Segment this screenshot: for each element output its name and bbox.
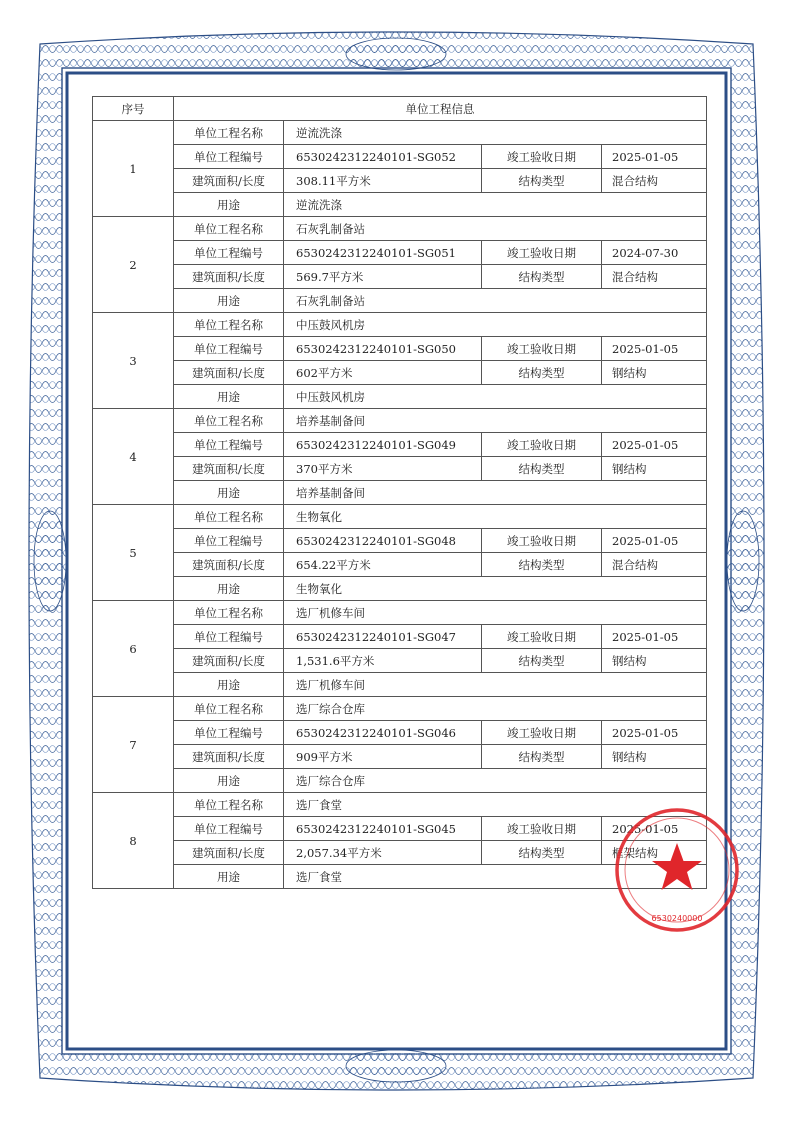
unit-project-table <box>92 96 707 889</box>
table-row <box>93 505 707 529</box>
label-unit-code: 单位工程编号 <box>174 625 284 649</box>
table-row <box>93 553 707 577</box>
label-usage: 用途 <box>174 673 284 697</box>
value-structure-type: 混合结构 <box>602 553 707 577</box>
label-building-area: 建筑面积/长度 <box>174 649 284 673</box>
label-acceptance-date: 竣工验收日期 <box>482 241 602 265</box>
label-unit-code: 单位工程编号 <box>174 817 284 841</box>
label-acceptance-date: 竣工验收日期 <box>482 145 602 169</box>
table-row <box>93 337 707 361</box>
label-unit-name: 单位工程名称 <box>174 793 284 817</box>
value-unit-name: 石灰乳制备站 <box>284 217 707 241</box>
value-unit-name: 生物氧化 <box>284 505 707 529</box>
seal-star-icon <box>652 843 702 890</box>
label-unit-code: 单位工程编号 <box>174 337 284 361</box>
label-structure-type: 结构类型 <box>482 361 602 385</box>
value-unit-code: 6530242312240101-SG047 <box>284 625 482 649</box>
value-usage: 石灰乳制备站 <box>284 289 707 313</box>
header-seq: 序号 <box>93 97 174 121</box>
value-structure-type: 钢结构 <box>602 361 707 385</box>
label-unit-name: 单位工程名称 <box>174 601 284 625</box>
label-structure-type: 结构类型 <box>482 457 602 481</box>
value-usage: 选厂综合仓库 <box>284 769 707 793</box>
table-row <box>93 265 707 289</box>
label-structure-type: 结构类型 <box>482 649 602 673</box>
value-acceptance-date: 2025-01-05 <box>602 817 707 841</box>
label-usage: 用途 <box>174 481 284 505</box>
label-unit-code: 单位工程编号 <box>174 145 284 169</box>
value-building-area: 569.7平方米 <box>284 265 482 289</box>
label-unit-code: 单位工程编号 <box>174 433 284 457</box>
table-row <box>93 361 707 385</box>
table-row <box>93 409 707 433</box>
label-building-area: 建筑面积/长度 <box>174 169 284 193</box>
label-structure-type: 结构类型 <box>482 841 602 865</box>
row-seq: 4 <box>93 409 174 505</box>
label-structure-type: 结构类型 <box>482 169 602 193</box>
label-building-area: 建筑面积/长度 <box>174 361 284 385</box>
label-acceptance-date: 竣工验收日期 <box>482 433 602 457</box>
table-row <box>93 721 707 745</box>
seal-number: 6530240000 <box>651 914 703 923</box>
value-building-area: 2,057.34平方米 <box>284 841 482 865</box>
label-usage: 用途 <box>174 289 284 313</box>
label-building-area: 建筑面积/长度 <box>174 553 284 577</box>
header-unit-info: 单位工程信息 <box>174 97 707 121</box>
table-row <box>93 745 707 769</box>
table-row <box>93 433 707 457</box>
value-acceptance-date: 2025-01-05 <box>602 625 707 649</box>
table-row <box>93 481 707 505</box>
value-usage: 选厂机修车间 <box>284 673 707 697</box>
label-unit-code: 单位工程编号 <box>174 241 284 265</box>
label-acceptance-date: 竣工验收日期 <box>482 817 602 841</box>
label-unit-name: 单位工程名称 <box>174 697 284 721</box>
value-unit-code: 6530242312240101-SG049 <box>284 433 482 457</box>
table-row <box>93 241 707 265</box>
label-unit-name: 单位工程名称 <box>174 505 284 529</box>
value-unit-name: 中压鼓风机房 <box>284 313 707 337</box>
value-usage: 生物氧化 <box>284 577 707 601</box>
table-row <box>93 577 707 601</box>
value-acceptance-date: 2025-01-05 <box>602 433 707 457</box>
value-usage: 中压鼓风机房 <box>284 385 707 409</box>
label-usage: 用途 <box>174 865 284 889</box>
table-row <box>93 697 707 721</box>
table-row <box>93 457 707 481</box>
value-structure-type: 框架结构 <box>602 841 707 865</box>
label-unit-name: 单位工程名称 <box>174 409 284 433</box>
label-structure-type: 结构类型 <box>482 265 602 289</box>
label-unit-code: 单位工程编号 <box>174 529 284 553</box>
value-unit-name: 选厂机修车间 <box>284 601 707 625</box>
table-row <box>93 193 707 217</box>
value-unit-code: 6530242312240101-SG050 <box>284 337 482 361</box>
label-building-area: 建筑面积/长度 <box>174 457 284 481</box>
table-row <box>93 289 707 313</box>
value-acceptance-date: 2025-01-05 <box>602 145 707 169</box>
label-acceptance-date: 竣工验收日期 <box>482 721 602 745</box>
value-usage: 选厂食堂 <box>284 865 707 889</box>
label-usage: 用途 <box>174 577 284 601</box>
value-unit-name: 培养基制备间 <box>284 409 707 433</box>
label-structure-type: 结构类型 <box>482 553 602 577</box>
table-row <box>93 313 707 337</box>
label-usage: 用途 <box>174 193 284 217</box>
row-seq: 2 <box>93 217 174 313</box>
row-seq: 5 <box>93 505 174 601</box>
value-unit-code: 6530242312240101-SG046 <box>284 721 482 745</box>
value-usage: 逆流洗涤 <box>284 193 707 217</box>
value-structure-type: 钢结构 <box>602 457 707 481</box>
label-usage: 用途 <box>174 385 284 409</box>
value-building-area: 602平方米 <box>284 361 482 385</box>
table-row <box>93 385 707 409</box>
label-structure-type: 结构类型 <box>482 745 602 769</box>
value-building-area: 909平方米 <box>284 745 482 769</box>
table-row <box>93 529 707 553</box>
value-unit-code: 6530242312240101-SG045 <box>284 817 482 841</box>
value-building-area: 308.11平方米 <box>284 169 482 193</box>
value-structure-type: 钢结构 <box>602 745 707 769</box>
row-seq: 6 <box>93 601 174 697</box>
value-unit-name: 选厂综合仓库 <box>284 697 707 721</box>
value-structure-type: 混合结构 <box>602 265 707 289</box>
value-structure-type: 混合结构 <box>602 169 707 193</box>
value-acceptance-date: 2024-07-30 <box>602 241 707 265</box>
label-building-area: 建筑面积/长度 <box>174 265 284 289</box>
label-usage: 用途 <box>174 769 284 793</box>
label-building-area: 建筑面积/长度 <box>174 745 284 769</box>
label-unit-name: 单位工程名称 <box>174 121 284 145</box>
value-unit-code: 6530242312240101-SG051 <box>284 241 482 265</box>
official-seal <box>612 805 742 935</box>
label-acceptance-date: 竣工验收日期 <box>482 337 602 361</box>
row-seq: 8 <box>93 793 174 889</box>
value-unit-name: 逆流洗涤 <box>284 121 707 145</box>
value-building-area: 1,531.6平方米 <box>284 649 482 673</box>
value-structure-type: 钢结构 <box>602 649 707 673</box>
table-row <box>93 601 707 625</box>
table-row <box>93 625 707 649</box>
label-unit-name: 单位工程名称 <box>174 217 284 241</box>
row-seq: 3 <box>93 313 174 409</box>
row-seq: 7 <box>93 697 174 793</box>
table-row <box>93 217 707 241</box>
label-acceptance-date: 竣工验收日期 <box>482 529 602 553</box>
table-row <box>93 145 707 169</box>
label-unit-name: 单位工程名称 <box>174 313 284 337</box>
value-unit-code: 6530242312240101-SG052 <box>284 145 482 169</box>
value-building-area: 654.22平方米 <box>284 553 482 577</box>
row-seq: 1 <box>93 121 174 217</box>
table-row <box>93 169 707 193</box>
value-usage: 培养基制备间 <box>284 481 707 505</box>
value-acceptance-date: 2025-01-05 <box>602 721 707 745</box>
table-row <box>93 673 707 697</box>
value-building-area: 370平方米 <box>284 457 482 481</box>
label-building-area: 建筑面积/长度 <box>174 841 284 865</box>
table-row <box>93 649 707 673</box>
value-acceptance-date: 2025-01-05 <box>602 529 707 553</box>
value-unit-name: 选厂食堂 <box>284 793 707 817</box>
label-acceptance-date: 竣工验收日期 <box>482 625 602 649</box>
value-unit-code: 6530242312240101-SG048 <box>284 529 482 553</box>
table-row <box>93 121 707 145</box>
table-row <box>93 769 707 793</box>
table-header-row <box>93 97 707 121</box>
value-acceptance-date: 2025-01-05 <box>602 337 707 361</box>
label-unit-code: 单位工程编号 <box>174 721 284 745</box>
